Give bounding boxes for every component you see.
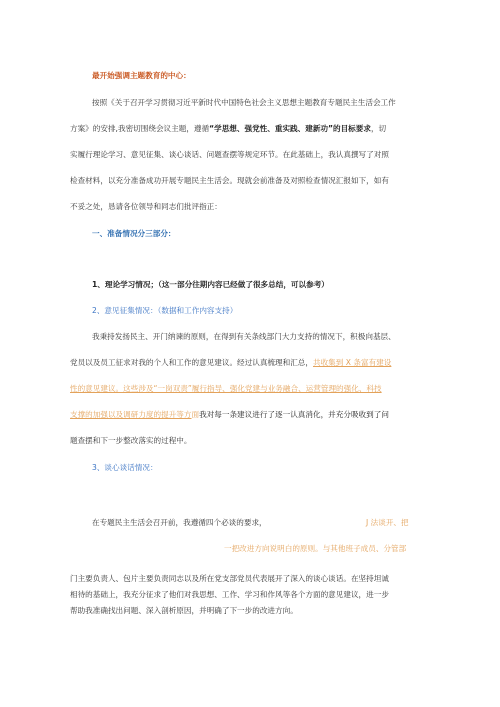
paragraph-3-line-2: 一把改进方向说明白的原则。与其他班子成员、分管部 (224, 544, 407, 553)
item-1-theory-study: 1、理论学习情况；（这一部分往期内容已经做了很多总结，可以参考） (92, 280, 329, 289)
paragraph-2-line-4-mid: 面 (191, 410, 200, 419)
paragraph-1-line-5: 不妥之处，恳请各位领导和同志们批评指正： (70, 202, 222, 211)
paragraph-1-line-4: 检查材料，以充分准备成功开展专题民主生活会。现就会前准备及对照检查情况汇报如下，如有 (70, 176, 389, 185)
paragraph-2-highlight-start: 共收集到 X 条富有建设 (313, 358, 392, 367)
paragraph-1-line-2-a: 方案》的安排,我密切围绕会议主题，遵循 (70, 124, 210, 133)
paragraph-2-line-1: 我秉持发扬民主、开门纳谏的原则，在得到有关条线部门大力支持的情况下，积极向基层、 (92, 332, 396, 341)
paragraph-3-line-1 (92, 517, 267, 528)
paragraph-3-line-5: 帮助我准确找出问题、深入剖析原因，并明确了下一步的改进方向。 (70, 606, 298, 615)
paragraph-1-line-2 (70, 123, 386, 134)
paragraph-3-line-4: 相待的基础上，我充分征求了他们对我思想、工作、学习和作风等各个方面的意见建议，进一步 (70, 590, 389, 599)
paragraph-3-line-3: 门主要负责人、包片主要负责同志以及所在党支部党员代表展开了深入的谈心谈话。在坚持坦诚 (70, 574, 389, 583)
paragraph-1-line-2-c: ，切 (370, 124, 387, 133)
intro-heading: 最开始强调主题教育的中心： (92, 71, 191, 80)
paragraph-1-line-1: 按照《关于召开学习贯彻习近平新时代中国特色社会主义思想主题教育专题民主生活会工作 (92, 98, 396, 107)
paragraph-3-line-1-highlight: J 法谈开、把 (366, 518, 409, 527)
paragraph-2-line-2-a: 党员以及员工征求对我的个人和工作的意见建议。经过认真梳理和汇总， (70, 358, 313, 367)
paragraph-2-line-3: 性的意见建议。这些涉及“一岗双责”履行指导、强化党建与业务融合、运营管理的强化、科技 (70, 384, 382, 393)
paragraph-2-line-5: 题查摆和下一步整改落实的过程中。 (70, 436, 192, 445)
paragraph-1-goal: “学思想、强党性、重实践、建新功”的目标要求 (209, 124, 371, 133)
paragraph-2-line-4-c: 我对每一条建议进行了逐一认真消化，并充分吸收到了问 (199, 410, 389, 419)
paragraph-2-highlight-end: 支撑的加强以及调研力度的提升等方 (70, 410, 192, 419)
item-3-heart-to-heart-talk: 3、谈心谈话情况： (92, 463, 158, 472)
item-2-opinion-collection: 2、意见征集情况：（数据和工作内容支持） (92, 306, 238, 315)
paragraph-2-line-2 (70, 357, 391, 368)
paragraph-1-line-3: 实履行理论学习、意见征集、谈心谈话、问题查摆等规定环节。在此基础上，我认真撰写了对照 (70, 150, 389, 159)
section-1-heading: 一、准备情况分三部分： (92, 229, 176, 238)
paragraph-2-line-4 (70, 409, 389, 420)
paragraph-3-line-1-a: 在专题民主生活会召开前，我遵循四个必谈的要求， (92, 518, 267, 527)
